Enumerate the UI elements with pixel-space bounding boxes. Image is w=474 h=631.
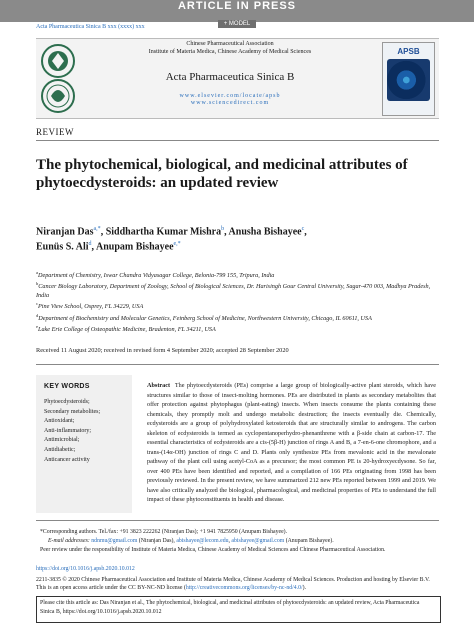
author-name[interactable]: Anupam Bishayee — [96, 241, 174, 253]
keywords-heading: KEY WORDS — [44, 383, 90, 390]
affil-marker: c — [36, 301, 38, 307]
institute-name: Institute of Materia Medica, Chinese Academy of Medical Sciences — [148, 49, 312, 55]
affil-text: Lake Erie College of Osteopathic Medicine, Bradenton, FL 34211, USA — [38, 326, 216, 334]
affil-text: Cancer Biology Laboratory, Department of Zoology, School of Biological Sciences, Dr. Harisingh Gour Central University, Sagar-470 003, Madhya Pradesh, India — [36, 283, 431, 299]
association-name: Chinese Pharmaceutical Association — [186, 41, 274, 47]
author-affil-sup[interactable]: e,* — [173, 241, 181, 248]
journal-title: Acta Pharmaceutica Sinica B — [165, 71, 295, 83]
received-dates: Received 11 August 2020; received in revised form 4 September 2020; accepted 28 September 2020 — [36, 347, 289, 354]
affil-text: Department of Chemistry, Iswar Chandra Vidyasagar College, Belonia-799 155, Tripura, India — [38, 272, 275, 280]
article-type: REVIEW — [36, 127, 74, 137]
email-separator: , — [228, 538, 230, 544]
affil-marker: d — [36, 312, 39, 318]
author-affil-sup[interactable]: b — [221, 226, 225, 232]
keyword-item: Antioxidant; — [44, 418, 75, 425]
peer-review-note: Peer review under the responsibility of Institute of Materia Medica, Chinese Academy of Medical Sciences and Chinese Pharmaceutical Association. — [40, 547, 386, 553]
abstract-label: Abstract — [147, 382, 171, 389]
keyword-item: Antidiabetic; — [44, 446, 76, 453]
abstract-text: The phytoecdysteroids (PEs) comprise a large group of biologically-active plant steroids, which have structures similar to those of insect-molting hormones. PEs are distributed in plants as secondary metabolites that offer protection against phytophagus (plant-eating) insects. When insects consume the plants containing these chemicals, they promptly molt and undergo metabolic destruction; the insects eventually die. Chemically, ecdysteroids are a group of polyhydroxylated ketosteroids that are structurally similar to androgens. The carbon skeleton of ecdysteroids is termed as cyclopentanoperhydro-phenanthrene with a β-side chain at carbon-17. The essential characteristics of ecdysteroids are a cis-(5β-H) junction of rings A and B, a 7-en-6-one chromophore, and a trans-(14α-OH) junction of rings C and D. Plants only synthesize PEs from mevalonic acid in the mevalonate pathway of the plant cell using acetyl-CoA as a precursor; the most common PE is 20-hydroxyecdysone. So far, over 400 PEs have been identified and reported, and a compilation of 166 PEs originating from 1998 has been previously reviewed. In the present review, we have summarized 212 new PEs reported between 1999 and 2019. We have also critically analyzed the biological, pharmacological, and medicinal properties of PEs to understand the full impact of these phytoconstituents in health and disease. — [147, 382, 436, 503]
author-name[interactable]: Eunüs S. Ali — [36, 241, 89, 253]
affiliation-item — [36, 300, 436, 311]
keyword-item: Antimicrobial; — [44, 437, 80, 444]
author-separator: , — [224, 226, 229, 238]
copyright-end: ). — [302, 585, 307, 591]
cover-artwork — [387, 59, 430, 101]
affil-text: Department of Biochemistry and Molecular Genetics, Feinberg School of Medicine, Northwestern University, Chicago, IL 60611, USA — [38, 314, 372, 322]
author-separator: , — [100, 226, 106, 238]
journal-header-text — [82, 40, 378, 107]
corresponding-authors: *Corresponding authors. Tel./fax: +91 3823 222262 (Niranjan Das); +1 941 7825950 (Anupam Bishayee). — [40, 529, 288, 535]
copyright-text: 2211-3835 © 2020 Chinese Pharmaceutical Association and Institute of Materia Medica, Chinese Academy of Medical Sciences. Production and hosting by Elsevier B.V. This is an open access article under the CC BY-NC-ND license ( — [36, 577, 430, 591]
keyword-item: Phytoecdysteroids; — [44, 399, 90, 405]
journal-reference-link[interactable]: Acta Pharmaceutica Sinica B xxx (xxxx) xxx — [36, 24, 145, 30]
doi-link[interactable]: https://doi.org/10.1016/j.apsb.2020.10.012 — [36, 566, 135, 572]
affil-marker: a — [36, 270, 38, 275]
affiliation-list — [36, 269, 436, 335]
copyright-notice — [36, 576, 438, 592]
author-name[interactable]: Siddhartha Kumar Mishra — [105, 226, 222, 238]
author-name[interactable]: Anusha Bishayee — [228, 226, 302, 238]
email-link[interactable]: abishayee@lecom.edu — [176, 538, 229, 544]
author-affil-sup[interactable]: d — [88, 241, 92, 248]
email-link[interactable]: abishayee@gmail.com — [231, 538, 285, 544]
divider — [36, 140, 439, 141]
banner-title: ARTICLE IN PRESS — [177, 0, 297, 12]
keyword-item: Secondary metabolites; — [44, 408, 101, 415]
author-affil-sup[interactable]: c — [301, 226, 305, 232]
affil-text: Pine View School, Osprey, FL 34229, USA — [38, 303, 144, 311]
divider — [36, 364, 439, 365]
abstract — [147, 381, 436, 505]
email-link[interactable]: ndnmu@gmail.com — [91, 538, 138, 544]
affil-marker: e — [36, 324, 38, 330]
keyword-item: Anti-inflammatory; — [44, 427, 91, 434]
footnotes — [40, 528, 440, 555]
email-label: E-mail addresses: — [48, 538, 90, 544]
affiliation-item — [36, 312, 436, 323]
citation-text: Please cite this article as: Das Niranjan et al., The phytochemical, biological, and medicinal attributes of phytoecdysteroids: an updated review, Acta Pharmaceutica Sinica B, https://doi.org/10.1016/j.apsb.2020.10.012 — [40, 600, 420, 615]
cpa-logo-icon — [39, 42, 77, 116]
keywords-list — [44, 398, 100, 465]
email-addresses — [40, 537, 440, 546]
author-separator: , — [304, 226, 307, 238]
journal-cover-image — [382, 42, 435, 116]
author-affil-sup[interactable]: a,* — [93, 226, 101, 232]
elsevier-url-link[interactable]: www.elsevier.com/locate/apsb — [179, 93, 281, 99]
affil-marker: b — [36, 281, 39, 287]
keyword-item: Anticancer activity — [44, 456, 90, 463]
email-owner: (Niranjan Das), — [138, 538, 175, 544]
banner-subtitle: + MODEL — [218, 20, 257, 28]
author-separator: , — [91, 241, 96, 253]
email-owner: (Anupam Bishayee). — [285, 538, 334, 544]
author-name[interactable]: Niranjan Das — [36, 226, 94, 238]
cover-title: APSB — [397, 47, 420, 56]
divider — [36, 520, 439, 521]
affiliation-item — [36, 269, 436, 280]
article-title: The phytochemical, biological, and medicinal attributes of phytoecdysteroids: an updated review — [36, 157, 408, 191]
affiliation-item — [36, 280, 436, 300]
author-list — [36, 223, 436, 254]
affiliation-item — [36, 323, 436, 334]
license-link[interactable]: http://creativecommons.org/licenses/by-nc-nd/4.0/ — [185, 585, 303, 591]
sciencedirect-url-link[interactable]: www.sciencedirect.com — [190, 100, 270, 106]
